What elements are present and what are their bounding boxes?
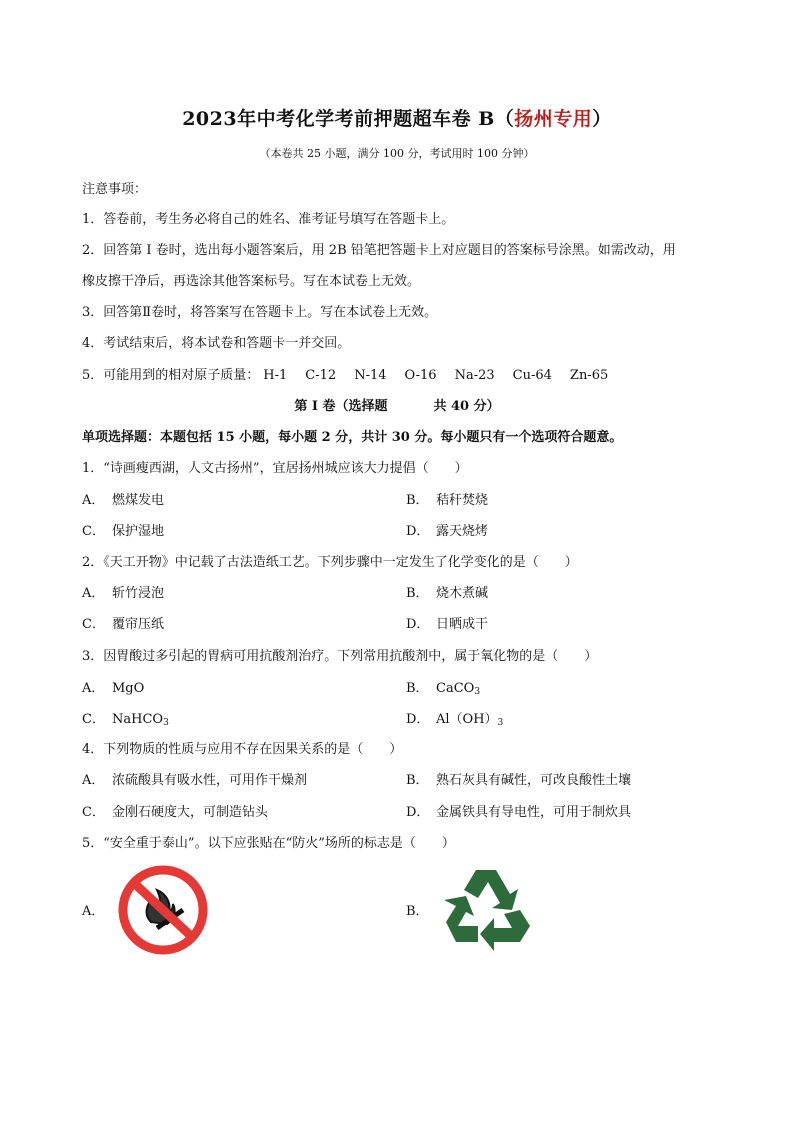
notice-item: 橡皮擦干净后，再选涂其他答案标号。写在本试卷上无效。 bbox=[82, 274, 421, 289]
option-c[interactable]: C． 金刚石硬度大，可制造钻头 bbox=[82, 805, 269, 820]
section-title: 第 I 卷（选择题 共 40 分） bbox=[294, 399, 500, 414]
atomic-masses: 5．可能用到的相对原子质量： H-1 C-12 N-14 O-16 Na-23 Cu-64 Zn-65 bbox=[82, 368, 609, 383]
option-b[interactable]: B． bbox=[406, 904, 429, 919]
notice-item: 4．考试结束后，将本试卷和答题卡一并交回。 bbox=[82, 336, 351, 351]
option-a[interactable]: A． MgO bbox=[82, 681, 145, 696]
question-stem: 5．“安全重于泰山”。以下应张贴在“防火”场所的标志是（ ） bbox=[82, 836, 455, 851]
option-a[interactable]: A． 燃煤发电 bbox=[82, 493, 165, 508]
option-c[interactable]: C． 保护湿地 bbox=[82, 524, 165, 539]
option-a[interactable]: A． 斩竹浸泡 bbox=[82, 586, 165, 601]
option-a[interactable]: A． 浓硫酸具有吸水性，可用作干燥剂 bbox=[82, 773, 308, 788]
question-stem: 3．因胃酸过多引起的胃病可用抗酸剂治疗。下列常用抗酸剂中，属于氧化物的是（ ） bbox=[82, 649, 598, 664]
option-d[interactable]: D． 露天烧烤 bbox=[406, 524, 489, 539]
option-c[interactable]: C． 覆帘压纸 bbox=[82, 617, 165, 632]
no-fire-icon[interactable] bbox=[117, 864, 209, 956]
question-stem: 1．“诗画瘦西湖，人文古扬州”，宜居扬州城应该大力提倡（ ） bbox=[82, 461, 468, 476]
page-subtitle: （本卷共 25 小题，满分 100 分，考试用时 100 分钟） bbox=[259, 147, 535, 160]
question-stem: 4．下列物质的性质与应用不存在因果关系的是（ ） bbox=[82, 742, 403, 757]
instruction: 单项选择题：本题包括 15 小题，每小题 2 分，共计 30 分。每小题只有一个选项符合题意。 bbox=[82, 430, 623, 445]
title-highlight: 扬州专用 bbox=[514, 108, 593, 130]
option-d[interactable]: D． $Al(OH)_3$ bbox=[406, 712, 504, 728]
option-b[interactable]: B． 熟石灰具有碱性，可改良酸性土壤 bbox=[406, 773, 632, 788]
notice-item: 1．答卷前，考生务必将自己的姓名、准考证号填写在答题卡上。 bbox=[82, 212, 455, 227]
option-d[interactable]: D． 金属铁具有导电性，可用于制炊具 bbox=[406, 805, 632, 820]
question-stem: 2．《天工开物》中记载了古法造纸工艺。下列步骤中一定发生了化学变化的是（ ） bbox=[82, 555, 578, 570]
recycle-icon[interactable] bbox=[440, 864, 532, 954]
option-d[interactable]: D． 日晒成干 bbox=[406, 617, 489, 632]
option-c[interactable]: C． NaHCO$_3$ bbox=[82, 712, 169, 728]
option-a[interactable]: A． bbox=[82, 904, 105, 919]
notice-item: 2．回答第 I 卷时，选出每小题答案后，用 2B 铅笔把答题卡上对应题目的答案标号涂黑。如需改动，用 bbox=[82, 243, 676, 258]
option-b[interactable]: B． CaCO$_3$ bbox=[406, 681, 481, 697]
option-b[interactable]: B． 秸秆焚烧 bbox=[406, 493, 489, 508]
option-b[interactable]: B． 烧木煮碱 bbox=[406, 586, 489, 601]
notice-item: 3．回答第Ⅱ卷时，将答案写在答题卡上。写在本试卷上无效。 bbox=[82, 305, 438, 320]
page-title: 2023年中考化学考前押题超车卷 B（扬州专用） bbox=[182, 108, 612, 130]
notice-heading: 注意事项： bbox=[82, 182, 148, 197]
